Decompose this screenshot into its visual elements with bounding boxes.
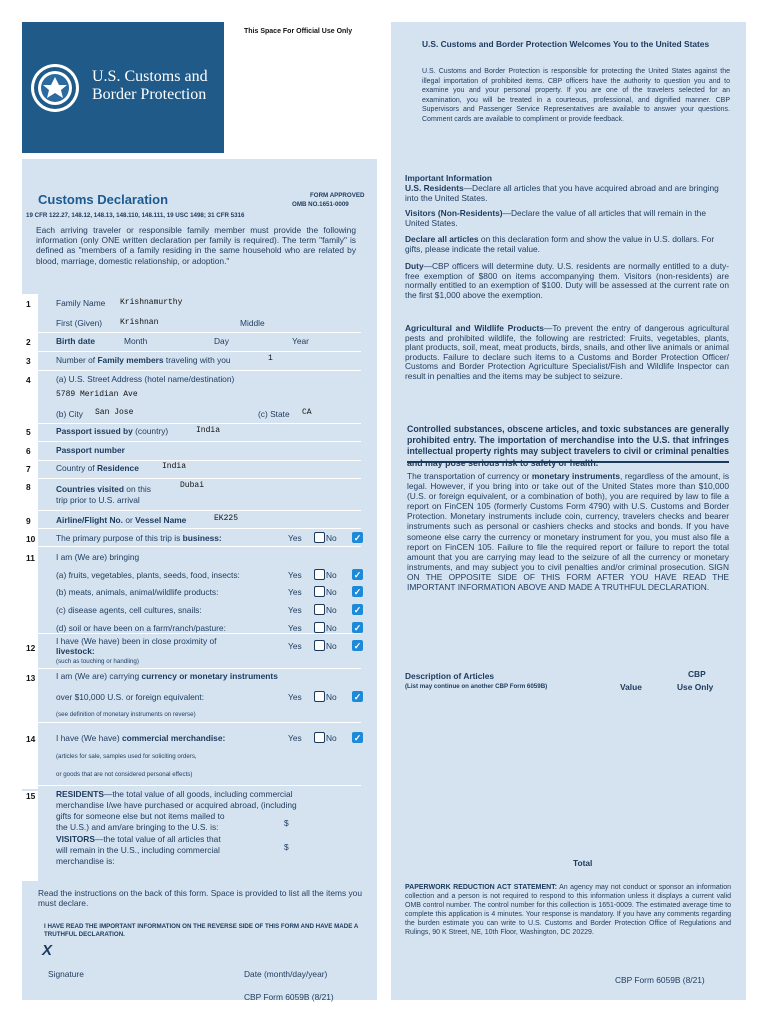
residence-value[interactable]: India xyxy=(162,462,187,471)
passport-number-label: Passport number xyxy=(56,445,125,455)
us-address-label: (a) U.S. Street Address (hotel name/destination) xyxy=(56,374,235,384)
street-address-value[interactable]: 5789 Meridian Ave xyxy=(56,390,138,399)
fruits-no-label: No xyxy=(326,570,337,580)
declaration-form xyxy=(22,159,377,1000)
merchandise-yes-checkbox[interactable] xyxy=(314,732,325,743)
certification-text: I HAVE READ THE IMPORTANT INFORMATION ON THE REVERSE SIDE OF THIS FORM AND HAVE MADE A TRUTHFUL DECLARATION. xyxy=(44,923,359,938)
livestock-no-checkbox[interactable]: ✓ xyxy=(353,641,362,651)
birth-date-label: Birth date xyxy=(56,336,96,346)
q8-number: 8 xyxy=(26,482,31,492)
cfr-citation: 19 CFR 122.27, 148.12, 148.13, 148.110, 148.111, 19 USC 1498; 31 CFR 5316 xyxy=(26,212,245,219)
fruits-no-checkbox[interactable]: ✓ xyxy=(353,570,362,580)
merchandise-no-label: No xyxy=(326,733,337,743)
merchandise-no-checkbox[interactable]: ✓ xyxy=(353,733,362,743)
residents-line-1: RESIDENTS—the total value of all goods, including commercial xyxy=(56,789,293,799)
countries-visited-label: Countries visited on this xyxy=(56,484,151,494)
state-value[interactable]: CA xyxy=(302,408,312,417)
city-label: (b) City xyxy=(56,409,83,419)
merchandise-yes-label: Yes xyxy=(288,733,302,743)
soil-farm-label: (d) soil or have been on a farm/ranch/pasture: xyxy=(56,623,226,633)
visitors-line-3: merchandise is: xyxy=(56,856,115,866)
us-residents-text: U.S. Residents—Declare all articles that you have acquired abroad and are bringing into the United States. xyxy=(405,183,719,203)
header-band xyxy=(22,22,377,158)
birth-year-label: Year xyxy=(292,336,309,346)
q3-number: 3 xyxy=(26,356,31,366)
fruits-yes-checkbox[interactable] xyxy=(314,569,325,580)
disease-agents-yes-label: Yes xyxy=(288,605,302,615)
description-subheading: (List may continue on another CBP Form 6059B) xyxy=(405,683,548,690)
family-members-label: Number of Family members traveling with you xyxy=(56,355,231,365)
controlled-substances-text: Controlled substances, obscene articles, and toxic substances are generally prohibited entry. The importation of merchandise into the U.S. that infringes intellectual property rights may subject travelers to civil or criminal penalties xyxy=(407,424,729,457)
fruits-label: (a) fruits, vegetables, plants, seeds, food, insects: xyxy=(56,570,240,580)
form-number-front: CBP Form 6059B (8/21) xyxy=(244,992,334,1002)
passport-issued-label: Passport issued by (country) xyxy=(56,426,169,436)
business-purpose-label: The primary purpose of this trip is business: xyxy=(56,533,222,543)
currency-label: I am (We are) carrying currency or monetary instruments xyxy=(56,671,278,681)
currency-threshold-label: over $10,000 U.S. or foreign equivalent: xyxy=(56,692,205,702)
family-name-value[interactable]: Krishnamurthy xyxy=(120,298,183,307)
currency-yes-checkbox[interactable] xyxy=(314,691,325,702)
form-title: Customs Declaration xyxy=(38,192,169,207)
meats-no-checkbox[interactable]: ✓ xyxy=(353,587,362,597)
fruits-yes-label: Yes xyxy=(288,570,302,580)
disease-agents-no-checkbox[interactable]: ✓ xyxy=(353,605,362,615)
soil-farm-no-checkbox[interactable]: ✓ xyxy=(353,623,362,633)
first-name-value[interactable]: Krishnan xyxy=(120,318,159,327)
dhs-seal-icon xyxy=(30,63,80,113)
q9-number: 9 xyxy=(26,516,31,526)
currency-no-label: No xyxy=(326,692,337,702)
residents-line-3: gifts for someone else but not items mailed to xyxy=(56,811,225,821)
section-divider xyxy=(407,461,729,463)
signature-label[interactable]: Signature xyxy=(48,969,84,979)
business-no-checkbox[interactable]: ✓ xyxy=(353,533,362,543)
livestock-note: (such as touching or handling) xyxy=(56,658,139,665)
merchandise-note-1: (articles for sale, samples used for soliciting orders, xyxy=(56,753,197,760)
paperwork-statement: PAPERWORK REDUCTION ACT STATEMENT: An agency may not conduct or sponsor an information collection and a person is not required to respond to this information unless it displays a current valid OMB control number. The control number for this collection is 1651-0009. The estimated average time to complete this application is 4 minutes. Your response is mandatory. If you have any comments regarding the burden estimate you can write to U.S. Customs and Border Protection Office of Regulations and Rulings, 90 K Street, NE, 10th Floor, Washington, DC 20229. xyxy=(405,884,732,936)
flight-label: Airline/Flight No. or Vessel Name xyxy=(56,515,187,525)
declaration-front-panel xyxy=(22,22,377,1000)
passport-country-value[interactable]: India xyxy=(196,426,221,435)
livestock-label-bold: livestock: xyxy=(56,646,95,656)
livestock-yes-label: Yes xyxy=(288,641,302,651)
welcome-body: U.S. Customs and Border Protection is responsible for protecting the United States against the illegal importation of prohibited items. CBP officers have the authority to question you and to examine you and your personal property. If you are one of the travelers selected for an examination, you will be treated in a courteous, professional, and dignified manner. CBP Supervisors and Passenger Service Representatives are available to answer your questions. Comment cards are available to compliment or provide feedback. xyxy=(422,68,730,123)
q5-number: 5 xyxy=(26,427,31,437)
meats-no-label: No xyxy=(326,587,337,597)
soil-farm-yes-label: Yes xyxy=(288,623,302,633)
residents-dollar[interactable]: $ xyxy=(284,818,289,828)
declaration-back-panel xyxy=(391,22,746,1000)
livestock-no-label: No xyxy=(326,641,337,651)
countries-visited-value[interactable]: Dubai xyxy=(180,481,205,490)
merchandise-label: I have (We have) commercial merchandise: xyxy=(56,733,226,743)
read-instructions-text: Read the instructions on the back of this form. Space is provided to list all the items you must declare. xyxy=(38,888,362,909)
duty-text: Duty—CBP officers will determine duty. U.S. residents are normally entitled to a duty-free exemption of $800 on items accompanying them. Visitors (non-residents) are normally entitled to an exemption of $100. Duty will be assessed at the current rate on the first $1,000 above the exemption. xyxy=(405,261,729,300)
declare-articles-text: Declare all articles on this declaration form and show the value in U.S. dollars. For gifts, please indicate the retail value. xyxy=(405,234,715,254)
official-use-label: This Space For Official Use Only xyxy=(244,28,353,35)
meats-yes-label: Yes xyxy=(288,587,302,597)
currency-yes-label: Yes xyxy=(288,692,302,702)
soil-farm-no-label: No xyxy=(326,623,337,633)
form-number-back: CBP Form 6059B (8/21) xyxy=(615,975,705,985)
total-label: Total xyxy=(573,858,593,868)
residents-line-4: the U.S.) and am/are bringing to the U.S. is: xyxy=(56,822,219,832)
date-label[interactable]: Date (month/day/year) xyxy=(244,969,328,979)
q7-number: 7 xyxy=(26,464,31,474)
meats-yes-checkbox[interactable] xyxy=(314,586,325,597)
q11-number: 11 xyxy=(26,553,35,563)
first-name-label: First (Given) xyxy=(56,318,103,328)
flight-value[interactable]: EK225 xyxy=(214,514,239,523)
state-label: (c) State xyxy=(258,409,290,419)
bringing-label: I am (We are) bringing xyxy=(56,552,140,562)
family-members-value[interactable]: 1 xyxy=(268,354,273,363)
q4-number: 4 xyxy=(26,375,31,385)
q15-number: 15 xyxy=(26,791,36,801)
q1-number: 1 xyxy=(26,299,31,309)
brand-name-line2: Border Protection xyxy=(92,86,207,103)
form-approved-label: FORM APPROVED xyxy=(310,192,365,199)
business-no-label: No xyxy=(326,533,337,543)
countries-visited-sublabel: trip prior to U.S. arrival xyxy=(56,495,140,505)
disease-agents-yes-checkbox[interactable] xyxy=(314,604,325,615)
q14-number: 14 xyxy=(26,734,36,744)
cbp-brand-box xyxy=(22,22,224,153)
signature-x-mark: X xyxy=(42,942,53,959)
currency-info-text: The transportation of currency or monetary instruments, regardless of the amount, is legal. However, if you bring into or take out of the United States more than $10,000 (U.S. or foreign equivalent, or a combination of both), you are required by law to file a report on FinCEN 105 (formerly Customs Form 4790) with U.S. Customs and Border Protection. Monetary instruments include coin, currency, travelers checks and bearer instruments such as personal or cashiers checks and stocks and bonds. If you have someone else carry the currency or monetary instrument for you, you must also file a report on FinCEN 105. Failure to file the required report or failure to report the total amount that you are carrying may lead to the seizure of all the currency or monetary instruments, and may subject you to civil penalties and/or criminal prosecution. SIGN ON THE OPPOSITE SIDE OF THIS FORM AFTER YOU HAVE READ THE IMPORTANT INFORMATION ABOVE AND MADE A TRUTHFUL DECLARATION. xyxy=(407,471,730,593)
agricultural-text: Agricultural and Wildlife Products—To prevent the entry of dangerous agricultural pests and prohibited wildlife, the following are restricted: Fruits, vegetables, plants, plant products, soil, meat, meat products, birds, snails, and other live animals or animal products. Failure to declare such items to a Customs and Border Protection Officer/ Customs and Border Protection Agriculture Specialist/Fish and Wildlife Inspector can result in penalties and the items may be subject to seizure. xyxy=(405,323,730,381)
description-heading: Description of Articles xyxy=(405,671,495,681)
omb-number: OMB NO.1651-0009 xyxy=(292,201,349,208)
value-column-header: Value xyxy=(620,682,642,692)
family-name-label: Family Name xyxy=(56,298,106,308)
livestock-label: I have (We have) been in close proximity of xyxy=(56,636,217,646)
brand-name-line1: U.S. Customs and xyxy=(92,68,208,85)
disease-agents-label: (c) disease agents, cell cultures, snails: xyxy=(56,605,202,615)
q13-number: 13 xyxy=(26,673,36,683)
q12-number: 12 xyxy=(26,643,36,653)
soil-farm-yes-checkbox[interactable] xyxy=(314,622,325,633)
business-yes-checkbox[interactable] xyxy=(314,532,325,543)
meats-label: (b) meats, animals, animal/wildlife products: xyxy=(56,587,219,597)
middle-name-label: Middle xyxy=(240,318,265,328)
currency-note: (see definition of monetary instruments on reverse) xyxy=(56,711,196,718)
q2-number: 2 xyxy=(26,337,31,347)
disease-agents-no-label: No xyxy=(326,605,337,615)
visitors-line-2: will remain in the U.S., including commercial xyxy=(56,845,220,855)
visitors-line-1: VISITORS—the total value of all articles that xyxy=(56,834,221,844)
birth-month-label: Month xyxy=(124,336,148,346)
livestock-yes-checkbox[interactable] xyxy=(314,640,325,651)
currency-no-checkbox[interactable]: ✓ xyxy=(353,692,362,702)
residents-line-2: merchandise I/we have purchased or acquired abroad, (including xyxy=(56,800,297,810)
cbp-column-header: CBP xyxy=(688,669,706,679)
birth-day-label: Day xyxy=(214,336,229,346)
important-info-heading: Important Information xyxy=(405,173,493,183)
visitors-dollar[interactable]: $ xyxy=(284,842,289,852)
city-value[interactable]: San Jose xyxy=(95,408,134,417)
visitors-text: Visitors (Non-Residents)—Declare the value of all articles that will remain in the United States. xyxy=(405,208,706,228)
residence-label: Country of Residence xyxy=(56,463,139,473)
merchandise-note-2: or goods that are not considered personal effects) xyxy=(56,771,193,778)
business-yes-label: Yes xyxy=(288,533,302,543)
cbp-use-only-header: Use Only xyxy=(677,682,714,692)
intro-text: Each arriving traveler or responsible family member must provide the following information (only ONE written declaration per family is required). The term "family" is defined as "members of a family residing in the same household who are related by blood, marriage, domestic relationship, or adoption." xyxy=(36,225,356,266)
welcome-title: U.S. Customs and Border Protection Welcomes You to the United States xyxy=(422,39,710,49)
q10-number: 10 xyxy=(26,534,36,544)
q6-number: 6 xyxy=(26,446,31,456)
